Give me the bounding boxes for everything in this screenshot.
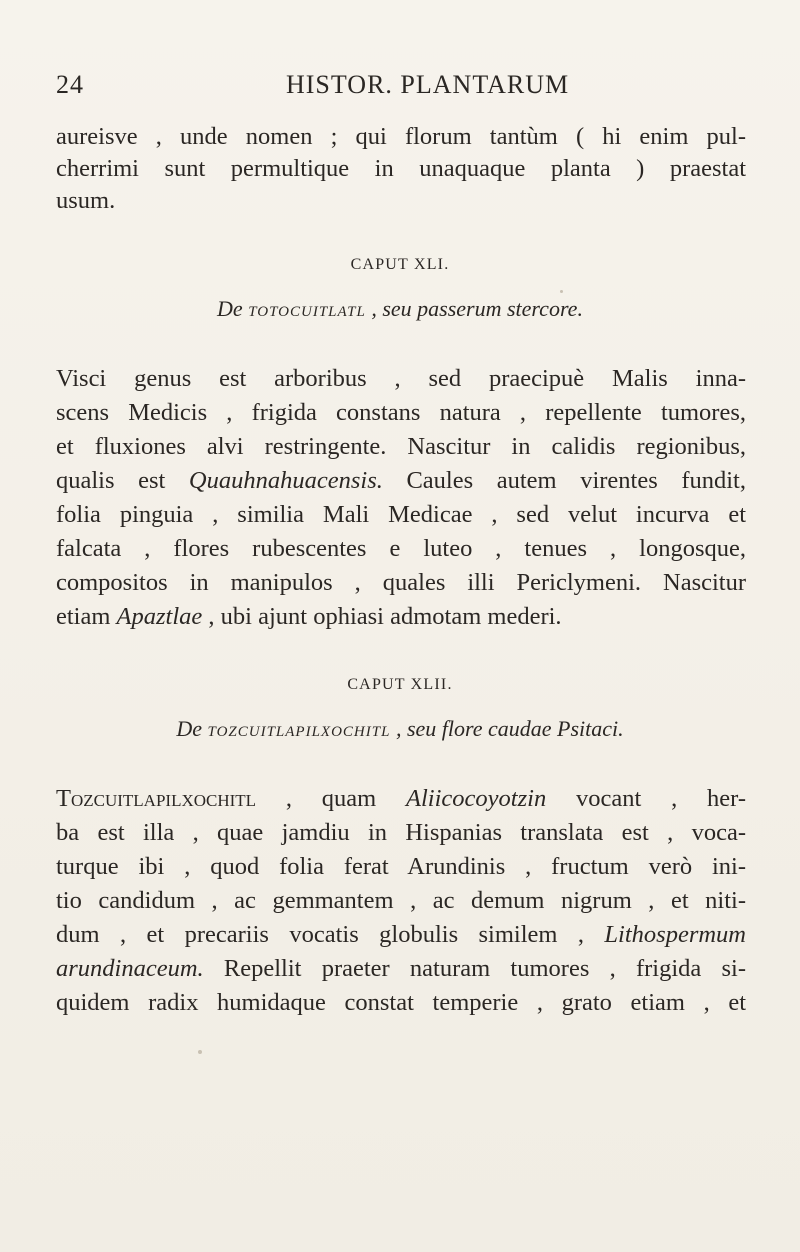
chapter-title [0, 716, 800, 742]
chapter-title-suffix: , seu passerum stercore. [371, 296, 583, 321]
chapter-title-prefix: De [217, 296, 243, 321]
text-line [56, 918, 746, 952]
text-line: Visci genus est arboribus , sed praecipuè Malis inna- [56, 365, 746, 392]
text-line [56, 952, 746, 986]
text-segment: , quam [256, 785, 407, 812]
text-line: turque ibi , quod folia ferat Arundinis , fructum verò ini- [56, 853, 746, 880]
paper-speck [560, 290, 563, 293]
text-segment: , ubi ajunt ophiasi admotam mederi. [202, 603, 562, 630]
text-line [56, 600, 746, 634]
text-line: cherrimi sunt permultique in unaquaque planta ) praestat [56, 155, 746, 182]
text-line: compositos in manipulos , quales illi Periclymeni. Nascitur [56, 569, 746, 596]
italic-term: Quauhnahuacensis. [188, 467, 383, 494]
text-line: falcata , flores rubescentes e luteo , tenues , longosque, [56, 535, 746, 562]
text-line [56, 464, 746, 498]
text-segment: vocant , her- [546, 785, 746, 812]
chapter-title-name: tozcuitlapilxochitl [207, 716, 391, 741]
page-number: 24 [56, 70, 84, 99]
text-line [56, 782, 746, 816]
text-segment: Repellit praeter naturam tumores , frigida si- [203, 955, 746, 982]
text-segment: Tozcuitlapilxochitl [56, 785, 257, 812]
italic-term: arundinaceum. [56, 955, 204, 982]
text-line: tio candidum , ac gemmantem , ac demum nigrum , et niti- [56, 887, 746, 914]
text-line: aureisve , unde nomen ; qui florum tantùm ( hi enim pul- [56, 123, 746, 150]
text-segment: Caules autem virentes fundit, [382, 467, 746, 494]
chapter-title-name: totocuitlatl [248, 296, 366, 321]
chapter-title [0, 296, 800, 322]
text-line: folia pinguia , similia Mali Medicae , sed velut incurva et [56, 501, 746, 528]
text-line: quidem radix humidaque constat temperie , grato etiam , et [56, 989, 746, 1016]
text-line: et fluxiones alvi restringente. Nascitur in calidis regionibus, [56, 433, 746, 460]
chapter-label: CAPUT XLI. [350, 256, 450, 273]
page-header [56, 70, 756, 110]
paper-speck [198, 1050, 202, 1054]
chapter-label: CAPUT XLII. [347, 676, 453, 693]
italic-term: Aliicocoyotzin [406, 785, 547, 812]
italic-term: Apaztlae [116, 603, 203, 630]
text-segment: dum , et precariis vocatis globulis similem , [56, 921, 605, 948]
text-line: usum. [56, 187, 116, 214]
italic-term: Lithospermum [604, 921, 746, 948]
chapter-title-prefix: De [176, 716, 202, 741]
text-segment: etiam [56, 603, 117, 630]
text-segment: qualis est [56, 467, 189, 494]
chapter-title-suffix: , seu flore caudae Psitaci. [395, 716, 624, 741]
text-line: ba est illa , quae jamdiu in Hispanias translata est , voca- [56, 819, 746, 846]
running-title: HISTOR. PLANTARUM [286, 70, 570, 99]
text-line: scens Medicis , frigida constans natura , repellente tumores, [56, 399, 746, 426]
